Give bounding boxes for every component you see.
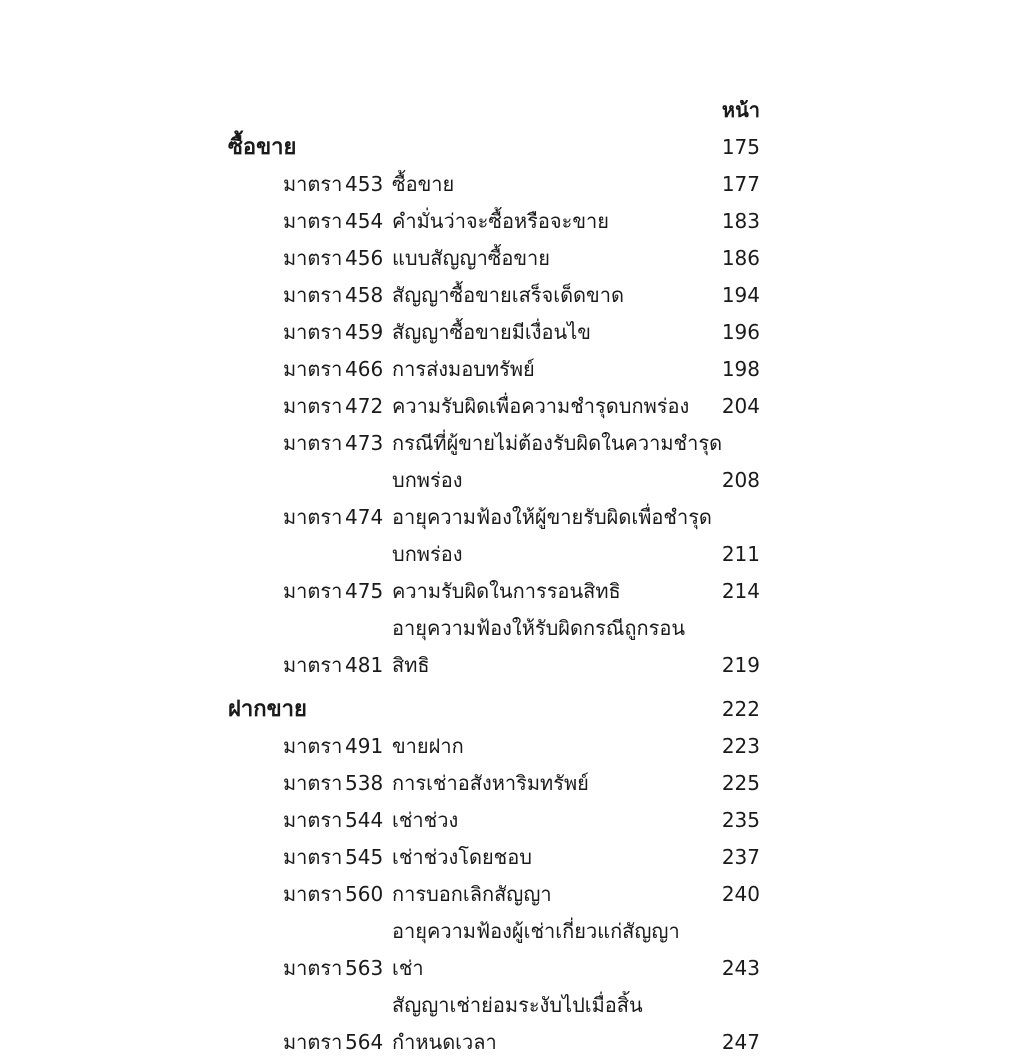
- entry-title: การส่งมอบทรัพย์: [392, 357, 535, 381]
- section-label: มาตรา: [283, 734, 343, 758]
- section-number: 538: [345, 771, 384, 795]
- section-label: มาตรา: [283, 653, 343, 677]
- toc-entry: [228, 314, 760, 351]
- section-label: มาตรา: [283, 956, 343, 980]
- section-label: มาตรา: [283, 357, 343, 381]
- page-number: 208: [721, 468, 760, 492]
- section-label: มาตรา: [283, 579, 343, 603]
- toc-entry: [228, 351, 760, 388]
- entry-title: สัญญาเช่าย่อมระงับไปเมื่อสิ้นกำหนดเวลา: [392, 993, 643, 1054]
- section-heading-row: [228, 129, 760, 166]
- toc-entry: [228, 802, 760, 839]
- section-number: 563: [345, 956, 384, 980]
- section-number: 560: [345, 882, 384, 906]
- page-number: 222: [721, 697, 760, 721]
- toc-entry: [228, 499, 760, 536]
- section-label: มาตรา: [283, 808, 343, 832]
- section-label: มาตรา: [283, 882, 343, 906]
- section-label: มาตรา: [283, 320, 343, 344]
- table-of-contents: [228, 92, 760, 1061]
- toc-header: [228, 92, 760, 129]
- entry-title: อายุความฟ้องให้รับผิดกรณีถูกรอนสิทธิ: [392, 616, 686, 677]
- section-label: มาตรา: [283, 283, 343, 307]
- page-number: 235: [721, 808, 760, 832]
- entry-title: บกพร่อง: [392, 468, 463, 492]
- page-number: 183: [721, 209, 760, 233]
- toc-entry: [228, 240, 760, 277]
- toc-entry-continuation: [228, 536, 760, 573]
- entry-title: ขายฝาก: [392, 734, 464, 758]
- section-title: ฝากขาย: [228, 697, 307, 722]
- page-number: 240: [721, 882, 760, 906]
- toc-entry: [228, 728, 760, 765]
- toc-entry: [228, 913, 760, 987]
- section-label: มาตรา: [283, 431, 343, 455]
- entry-title: ความรับผิดในการรอนสิทธิ: [392, 579, 621, 603]
- page-number: 177: [721, 172, 760, 196]
- section-number: 454: [345, 209, 384, 233]
- entry-title: การบอกเลิกสัญญา: [392, 882, 552, 906]
- page-number: 211: [721, 542, 760, 566]
- section-number: 474: [345, 505, 384, 529]
- section-number: 466: [345, 357, 384, 381]
- section-heading-row: [228, 691, 760, 728]
- page-number: 198: [721, 357, 760, 381]
- section-number: 473: [345, 431, 384, 455]
- section-label: มาตรา: [283, 505, 343, 529]
- page-number: 204: [721, 394, 760, 418]
- entry-title: ซื้อขาย: [392, 172, 455, 196]
- section-label: มาตรา: [283, 209, 343, 233]
- toc-entry-continuation: [228, 462, 760, 499]
- toc-entry: [228, 388, 760, 425]
- entry-title: บกพร่อง: [392, 542, 463, 566]
- page-number: 219: [721, 653, 760, 677]
- toc-entry: [228, 610, 760, 684]
- toc-entry: [228, 166, 760, 203]
- entry-title: อายุความฟ้องผู้เช่าเกี่ยวแก่สัญญาเช่า: [392, 919, 680, 980]
- section-number: 481: [345, 653, 384, 677]
- entry-title: คำมั่นว่าจะซื้อหรือจะขาย: [392, 209, 609, 233]
- section-label: มาตรา: [283, 771, 343, 795]
- page-number: 196: [721, 320, 760, 344]
- toc-entry: [228, 277, 760, 314]
- section-label: มาตรา: [283, 845, 343, 869]
- section-label: มาตรา: [283, 246, 343, 270]
- entry-title: สัญญาซื้อขายมีเงื่อนไข: [392, 320, 591, 344]
- section-number: 453: [345, 172, 384, 196]
- section-number: 491: [345, 734, 384, 758]
- section-number: 475: [345, 579, 384, 603]
- entry-title: อายุความฟ้องให้ผู้ขายรับผิดเพื่อชำรุด: [392, 505, 712, 529]
- page-number: 247: [721, 1030, 760, 1054]
- entry-title: เช่าช่วงโดยชอบ: [392, 845, 532, 869]
- entry-title: แบบสัญญาซื้อขาย: [392, 246, 551, 270]
- toc-entry: [228, 425, 760, 462]
- page-number: 214: [721, 579, 760, 603]
- entry-title: การเช่าอสังหาริมทรัพย์: [392, 771, 589, 795]
- page-number: 186: [721, 246, 760, 270]
- page-number: 243: [721, 956, 760, 980]
- page-number: 225: [721, 771, 760, 795]
- section-number: 459: [345, 320, 384, 344]
- toc-entry: [228, 573, 760, 610]
- toc-entry: [228, 203, 760, 240]
- toc-entry: [228, 987, 760, 1061]
- page-column-heading: หน้า: [721, 98, 760, 122]
- toc-entry: [228, 765, 760, 802]
- entry-title: ความรับผิดเพื่อความชำรุดบกพร่อง: [392, 394, 690, 418]
- page-number: 237: [721, 845, 760, 869]
- entry-title: กรณีที่ผู้ขายไม่ต้องรับผิดในความชำรุด: [392, 431, 723, 455]
- page-number: 223: [721, 734, 760, 758]
- section-label: มาตรา: [283, 394, 343, 418]
- section-label: มาตรา: [283, 1030, 343, 1054]
- toc-entry: [228, 876, 760, 913]
- toc-entry: [228, 839, 760, 876]
- section-title: ซื้อขาย: [228, 135, 297, 160]
- page-number: 175: [721, 135, 760, 159]
- page-number: 194: [721, 283, 760, 307]
- section-number: 472: [345, 394, 384, 418]
- section-number: 456: [345, 246, 384, 270]
- section-number: 544: [345, 808, 384, 832]
- entry-title: เช่าช่วง: [392, 808, 459, 832]
- section-number: 564: [345, 1030, 384, 1054]
- section-number: 458: [345, 283, 384, 307]
- section-label: มาตรา: [283, 172, 343, 196]
- entry-title: สัญญาซื้อขายเสร็จเด็ดขาด: [392, 283, 624, 307]
- section-number: 545: [345, 845, 384, 869]
